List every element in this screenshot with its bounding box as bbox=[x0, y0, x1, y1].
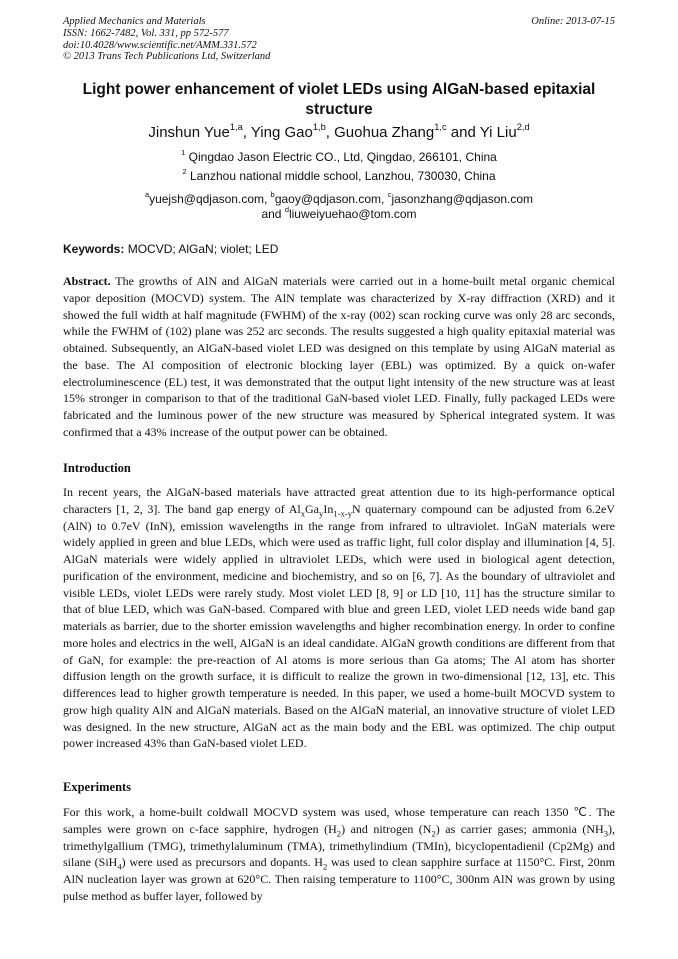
affiliation-1 bbox=[60, 150, 618, 165]
affil-text: Qingdao Jason Electric CO., Ltd, Qingdao, 266101, China bbox=[188, 150, 497, 164]
author-list: Jinshun Yue$^{1,a}$, Ying Gao$^{1,b}$, Guohua Zhang$^{1,c}$ and Yi Liu$^{2,d}$ bbox=[148, 122, 530, 141]
abstract-paragraph bbox=[63, 273, 615, 441]
affil-number: 2 bbox=[182, 167, 187, 177]
journal-header bbox=[63, 16, 270, 63]
email-link[interactable]: gaoy@qdjason.com, bbox=[274, 192, 385, 206]
affil-text: Lanzhou national middle school, Lanzhou, 730030, China bbox=[189, 169, 496, 183]
email-link[interactable]: jasonzhang@qdjason.com bbox=[391, 192, 534, 206]
keywords-text: MOCVD; AlGaN; violet; LED bbox=[127, 242, 279, 256]
author-name: Jinshun Yue bbox=[148, 124, 230, 141]
abstract-label: Abstract. bbox=[63, 274, 111, 288]
author-name: Guohua Zhang bbox=[334, 124, 435, 141]
introduction-heading: Introduction bbox=[63, 461, 131, 475]
keywords-line bbox=[63, 242, 278, 256]
email-sup: b bbox=[270, 190, 275, 200]
author-name: Yi Liu bbox=[479, 124, 517, 141]
author-name: Ying Gao bbox=[250, 124, 313, 141]
doi-line: doi:10.4028/www.scientific.net/AMM.331.572 bbox=[63, 39, 257, 51]
experiments-paragraph: For this work, a home-built coldwall MOCVD system was used, whose temperature can reach 1350 ℃. The samples were grown on c-face sapphire, hydrogen $(H_2)$ and nitrogen $(N_2)$ as carrier gases; ammonia $(NH_3)$, trimethylgallium (TMG), trimethylaluminum (TMA), trimethylindium (TMIn), bicyclopentadienil (Cp2Mg) and silane (SiH$_4$) were used as precursors and dopants. $H_2$ was used to clean sapphire surface at 1150°C. First, 20nm AlN nucleation layer was grown at 620°C. Then raising temperature to 1100°C, 300nm AlN was grown by using pulse method as buffer layer, followed by bbox=[63, 805, 615, 903]
journal-name: Applied Mechanics and Materials bbox=[63, 16, 206, 27]
introduction-paragraph: In recent years, the AlGaN-based materials have attracted great attention due to its high-performance optical characters [1, 2, 3]. The band gap energy of $Al_xGa_yIn_{1-x-y}N$ quaternary compound can be adjusted from 6.2eV (AlN) to 0.7eV (InN), emission wavelengths in the range from infrared to ultraviolet. InGaN materials were widely applied in green and blue LEDs, which were used as traffic light, full color display and illumination [4, 5]. AlGaN materials were widely applied in ultraviolet LEDs, which were used in biological agent detection, purification of the environment, medicine and biochemistry, and so on [6, 7]. As the boundary of ultraviolet and visible LEDs, violet LEDs were rarely study. Most violet LED [8, 9] or LD [10, 11] has the structure similar to that of blue LED, which was GaN-based. Compared with blue and green LED, violet LED needs wide band gap materials as barrier, due to the shorter emission wavelengths and higher recombination energy. In order to confine more holes and electrics in the well, AlGaN is an ideal candidate. AlGaN growth conditions are different from that of GaN, for example: the pre-reaction of Al atoms is more serious than Ga atoms; The Al atom has shorter diffusion length on the growth surface, it is difficult to realize the grown in two-dimensional [12, 13], etc. This differences lead to higher growth temperature is needed. In this paper, we used a home-built MOCVD system to grow high quality AlN and AlGaN materials. Based on the AlGaN material, an innovative structure of violet LED was designed. In the new structure, AlGaN act as the main body and the EBL was optimized. The chip output power increased 43% than GaN-based violet LED. bbox=[63, 485, 615, 751]
email-link[interactable]: yuejsh@qdjason.com, bbox=[149, 192, 268, 206]
author-affil-sup: 1,a bbox=[229, 122, 243, 133]
email-link[interactable]: liuweiyuehao@tom.com bbox=[288, 207, 417, 221]
author-conjunction: and bbox=[450, 124, 476, 141]
author-affil-sup: 1,b bbox=[312, 122, 326, 133]
abstract-text: The growths of AlN and AlGaN materials were carried out in a home-built metal organic chemical vapor deposition (MOCVD) system. The AlN template was characterized by X-ray diffraction (XRD) and it showed the full width at half magnitude (FWHM) of the x-ray (002) scan rocking curve was only 28 arc seconds, while the FWHM of (102) plane was 252 arc seconds. The results suggested a high quality epitaxial material was obtained. Subsequently, an AlGaN-based violet LED was designed on this template by using AlGaN material as the base. The Al composition of electronic blocking layer (EBL) was optimized. By a quick on-wafer electroluminescence (EL) test, it was demonstrated that the output light intensity of the new structure was at least 15% stronger in comparison to that of the traditional GaN-based violet LED. Finally, fully packaged LEDs were fabricated and the luminous power of the new structure was measured by Spherical integrated system. It was confirmed that a 43% increase of the output power can be obtained. bbox=[63, 274, 615, 439]
keywords-label: Keywords: bbox=[63, 242, 125, 256]
online-date: Online: 2013-07-15 bbox=[531, 16, 615, 27]
experiments-heading: Experiments bbox=[63, 780, 132, 794]
email-sup: a bbox=[144, 190, 150, 200]
email-sup: d bbox=[284, 205, 289, 215]
email-list bbox=[60, 192, 618, 222]
copyright-line: © 2013 Trans Tech Publications Ltd, Switzerland bbox=[63, 51, 271, 63]
author-affil-sup: 2,d bbox=[516, 122, 530, 133]
email-sup: c bbox=[387, 190, 392, 200]
affiliation-2 bbox=[60, 169, 618, 184]
affil-number: 1 bbox=[181, 148, 186, 158]
email-conjunction: and bbox=[261, 207, 282, 221]
paper-title: Light power enhancement of violet LEDs using AlGaN-based epitaxial structure bbox=[82, 81, 596, 118]
author-affil-sup: 1,c bbox=[434, 122, 447, 133]
issn-line: ISSN: 1662-7482, Vol. 331, pp 572-577 bbox=[63, 27, 229, 39]
